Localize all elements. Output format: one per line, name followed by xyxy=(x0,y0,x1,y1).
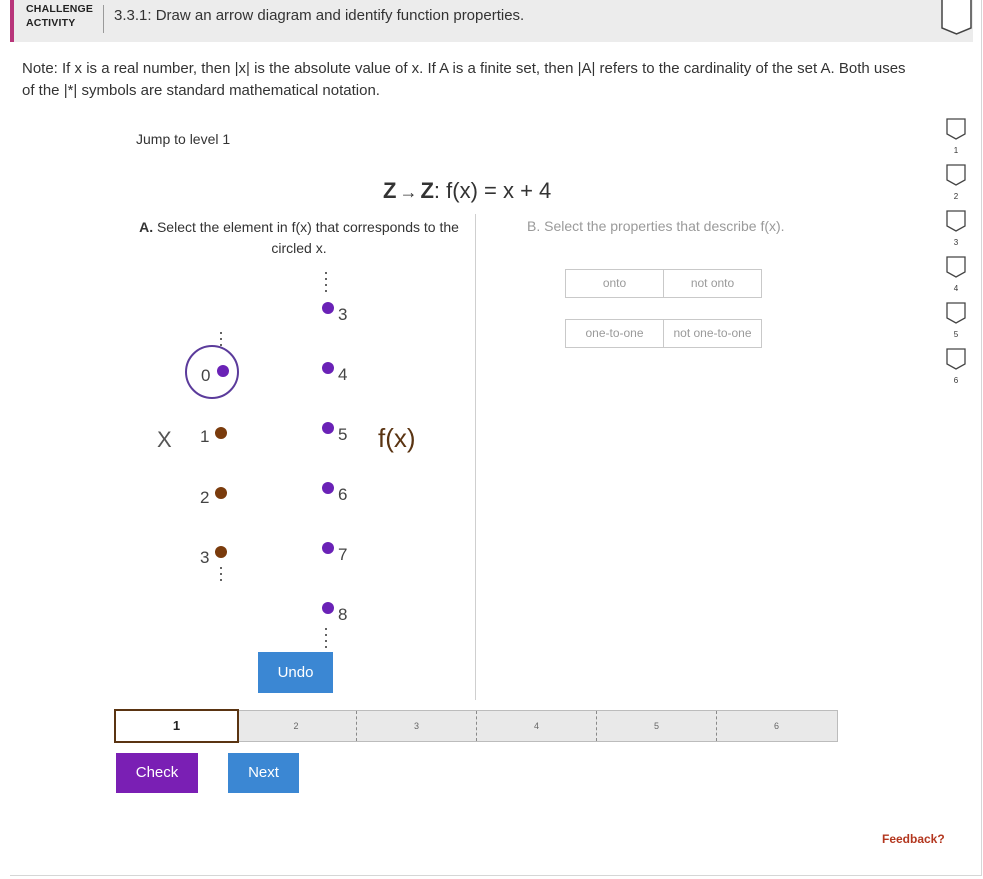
mapping-arrow: → xyxy=(399,182,418,202)
check-button[interactable]: Check xyxy=(116,753,198,793)
label-line-1: CHALLENGE xyxy=(26,3,94,15)
range-dot-4[interactable] xyxy=(322,362,334,374)
domain-label-2: 2 xyxy=(200,488,210,507)
label-line-2: ACTIVITY xyxy=(26,17,76,29)
range-dot-7[interactable] xyxy=(322,542,334,554)
domain-x-label: X xyxy=(157,427,172,452)
range-dot-6[interactable] xyxy=(322,482,334,494)
domain-label-0: 0 xyxy=(201,366,211,385)
level-progress-bar xyxy=(115,710,838,742)
level-number: 6 xyxy=(953,376,959,385)
note-text: Note: If x is a real number, then |x| is the absolute value of x. If A is a finite set, then |A| refers to the cardinality of the set A. Both uses of the |*| symbols are standard mathematical notation. xyxy=(22,60,906,99)
part-a-text: Select the element in f(x) that corresponds to the circled x. xyxy=(156,219,459,256)
completion-badge-icon xyxy=(940,0,973,41)
range-label-5: 5 xyxy=(338,425,348,444)
level-number: 1 xyxy=(953,146,959,155)
level-badge-icon xyxy=(946,256,966,278)
challenge-activity-label xyxy=(26,2,93,30)
not-onto-button[interactable]: not onto xyxy=(663,269,762,298)
next-button[interactable]: Next xyxy=(228,753,299,793)
progress-segment-1[interactable]: 1 xyxy=(114,709,239,743)
level-badge-5[interactable] xyxy=(945,302,967,339)
progress-segment-6[interactable]: 6 xyxy=(716,711,836,741)
undo-button[interactable]: Undo xyxy=(258,652,333,693)
domain-label-3: 3 xyxy=(200,548,210,567)
part-a-letter: A. xyxy=(139,219,154,235)
jump-to-level[interactable]: Jump to level 1 xyxy=(136,131,231,147)
header-divider xyxy=(103,5,104,33)
level-badge-6[interactable] xyxy=(945,348,967,385)
domain-dot-1[interactable] xyxy=(215,427,227,439)
domain-label-1: 1 xyxy=(200,427,210,446)
range-fx-label: f(x) xyxy=(378,423,416,453)
level-number: 4 xyxy=(953,284,959,293)
domain-ellipsis-bottom xyxy=(220,567,223,585)
not-one-to-one-button[interactable]: not one-to-one xyxy=(663,319,762,348)
circled-element-ring xyxy=(185,345,239,399)
progress-segment-3[interactable]: 3 xyxy=(356,711,476,741)
domain-dot-0[interactable] xyxy=(217,365,229,377)
progress-segment-5[interactable]: 5 xyxy=(596,711,716,741)
level-number: 2 xyxy=(953,192,959,201)
range-ellipsis-top xyxy=(325,272,328,296)
level-badge-1[interactable] xyxy=(945,118,967,155)
level-badge-icon xyxy=(946,348,966,370)
domain-dot-2[interactable] xyxy=(215,487,227,499)
function-rule: : f(x) = x + 4 xyxy=(433,178,552,203)
part-b-instruction: B. Select the properties that describe f(x). xyxy=(527,218,785,234)
level-badge-icon xyxy=(946,164,966,186)
range-label-4: 4 xyxy=(338,365,348,384)
level-badge-icon xyxy=(946,118,966,140)
function-equation xyxy=(383,178,551,204)
feedback-link[interactable]: Feedback? xyxy=(882,832,945,846)
progress-segment-2[interactable]: 2 xyxy=(293,721,299,731)
range-label-7: 7 xyxy=(338,545,348,564)
range-dot-8[interactable] xyxy=(322,602,334,614)
range-ellipsis-bottom xyxy=(325,628,328,652)
part-a-instruction xyxy=(134,217,464,259)
domain-dot-3[interactable] xyxy=(215,546,227,558)
level-badge-icon xyxy=(946,302,966,324)
column-divider xyxy=(475,214,476,700)
one-to-one-button[interactable]: one-to-one xyxy=(565,319,664,348)
range-label-8: 8 xyxy=(338,605,348,624)
level-badge-icon xyxy=(946,210,966,232)
range-dot-3[interactable] xyxy=(322,302,334,314)
range-dot-5[interactable] xyxy=(322,422,334,434)
activity-header xyxy=(10,0,973,42)
codomain-set: Z xyxy=(420,178,434,203)
range-label-6: 6 xyxy=(338,485,348,504)
level-badge-4[interactable] xyxy=(945,256,967,293)
level-badge-2[interactable] xyxy=(945,164,967,201)
domain-set: Z xyxy=(383,178,397,203)
activity-title: 3.3.1: Draw an arrow diagram and identify function properties. xyxy=(114,7,525,24)
progress-segment-4[interactable]: 4 xyxy=(476,711,596,741)
level-number: 5 xyxy=(953,330,959,339)
level-number: 3 xyxy=(953,238,959,247)
onto-button[interactable]: onto xyxy=(565,269,664,298)
range-label-3: 3 xyxy=(338,305,348,324)
level-badge-3[interactable] xyxy=(945,210,967,247)
